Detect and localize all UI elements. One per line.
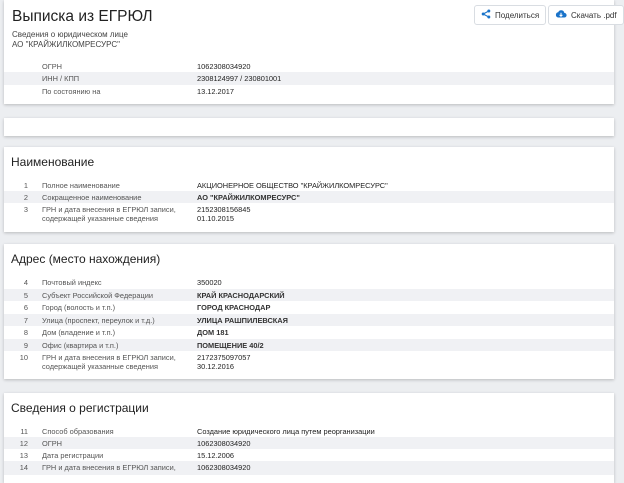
empty-card: [4, 118, 614, 136]
row-value: ГОРОД КРАСНОДАР: [197, 303, 271, 312]
row-number: 9: [23, 340, 28, 350]
row-value: 2308124997 / 230801001: [197, 74, 282, 83]
row-label: Сокращенное наименование: [42, 192, 142, 202]
registration-section: [4, 393, 614, 483]
row-value: 1062308034920: [197, 61, 251, 71]
address-section: [4, 244, 614, 379]
share-icon: [481, 9, 491, 21]
row-value: 13.12.2017: [197, 87, 234, 96]
row-value-date: 01.10.2015: [197, 214, 234, 223]
row-value: КРАЙ КРАСНОДАРСКИЙ: [197, 290, 285, 300]
section-title: Наименование: [11, 155, 95, 169]
row-value: ДОМ 181: [197, 328, 229, 337]
cloud-download-icon: [555, 9, 567, 21]
table-row: [4, 191, 614, 203]
name-table: [4, 179, 614, 225]
table-row: [4, 203, 614, 225]
table-row: [4, 314, 614, 327]
summary-table: [4, 60, 614, 97]
table-row: [4, 289, 614, 302]
table-row: [4, 437, 614, 449]
row-label: ГРН и дата внесения в ЕГРЮЛ записи, содержащей указанные сведения: [42, 205, 176, 223]
row-number: 2: [23, 192, 28, 202]
row-label: Улица (проспект, переулок и т.д.): [42, 315, 155, 325]
row-number: 12: [19, 438, 28, 448]
row-number: 11: [20, 426, 28, 436]
row-number: 1: [23, 180, 28, 190]
download-button-label: Скачать .pdf: [571, 10, 617, 20]
row-label: Офис (квартира и т.п.): [42, 340, 119, 350]
row-value: ПОМЕЩЕНИЕ 40/2: [197, 340, 264, 350]
section-title: Адрес (место нахождения): [11, 252, 161, 266]
row-number: 13: [19, 450, 28, 460]
row-value: 1062308034920: [197, 462, 251, 472]
row-value: 15.12.2006: [197, 450, 234, 460]
row-label: Полное наименование: [42, 180, 120, 190]
share-button-label: Поделиться: [495, 10, 540, 20]
row-label: ОГРН: [42, 61, 63, 71]
table-row: [4, 179, 614, 191]
row-label: ОГРН: [42, 438, 63, 448]
row-value: 350020: [197, 278, 222, 287]
row-value: 2172375097057: [197, 353, 251, 362]
row-number: 5: [23, 290, 28, 300]
header-card: [4, 0, 617, 104]
row-number: 14: [19, 462, 28, 472]
share-button[interactable]: [474, 5, 546, 25]
table-row: [4, 425, 614, 437]
row-number: 10: [19, 353, 28, 362]
row-label: Субъект Российской Федерации: [42, 290, 153, 300]
page-title: Выписка из ЕГРЮЛ: [12, 8, 153, 25]
row-number: 4: [23, 278, 28, 287]
row-value-date: 30.12.2016: [197, 362, 234, 371]
table-row: [4, 339, 614, 352]
row-value: АО "КРАЙЖИЛКОМРЕСУРС": [197, 192, 300, 202]
table-row: [4, 449, 614, 461]
summary-row-ogrn: [4, 60, 614, 72]
row-number: 3: [23, 205, 28, 214]
row-number: 7: [23, 315, 28, 325]
table-row: [4, 326, 614, 339]
table-row: [4, 351, 614, 373]
summary-row-inn: [4, 72, 614, 85]
row-label: По состоянию на: [42, 87, 101, 96]
summary-row-date: [4, 85, 614, 97]
row-label: ИНН / КПП: [42, 74, 80, 83]
row-value: 2152308156845: [197, 205, 251, 214]
row-value: АКЦИОНЕРНОЕ ОБЩЕСТВО "КРАЙЖИЛКОМРЕСУРС": [197, 180, 388, 190]
row-value: 1062308034920: [197, 438, 251, 448]
row-label: Дом (владение и т.п.): [42, 328, 116, 337]
row-number: 8: [23, 328, 28, 337]
row-label: Город (волость и т.п.): [42, 303, 116, 312]
registration-table: [4, 425, 614, 475]
address-table: [4, 276, 614, 373]
row-value: Создание юридического лица путем реорганизации: [197, 426, 375, 436]
table-row: [4, 276, 614, 289]
table-row: [4, 301, 614, 314]
row-label: ГРН и дата внесения в ЕГРЮЛ записи,: [42, 462, 176, 472]
row-label: Способ образования: [42, 426, 114, 436]
download-pdf-button[interactable]: [548, 5, 624, 25]
row-value: УЛИЦА РАШПИЛЕВСКАЯ: [197, 315, 288, 325]
row-label: Дата регистрации: [42, 450, 104, 460]
section-title: Сведения о регистрации: [11, 401, 149, 415]
row-label: ГРН и дата внесения в ЕГРЮЛ записи, содержащей указанные сведения: [42, 353, 176, 371]
row-label: Почтовый индекс: [42, 278, 102, 287]
page-subtitle: Сведения о юридическом лице: [12, 30, 128, 39]
company-short-name: АО "КРАЙЖИЛКОМРЕСУРС": [12, 40, 120, 49]
row-number: 6: [23, 303, 28, 312]
name-section: [4, 147, 614, 232]
